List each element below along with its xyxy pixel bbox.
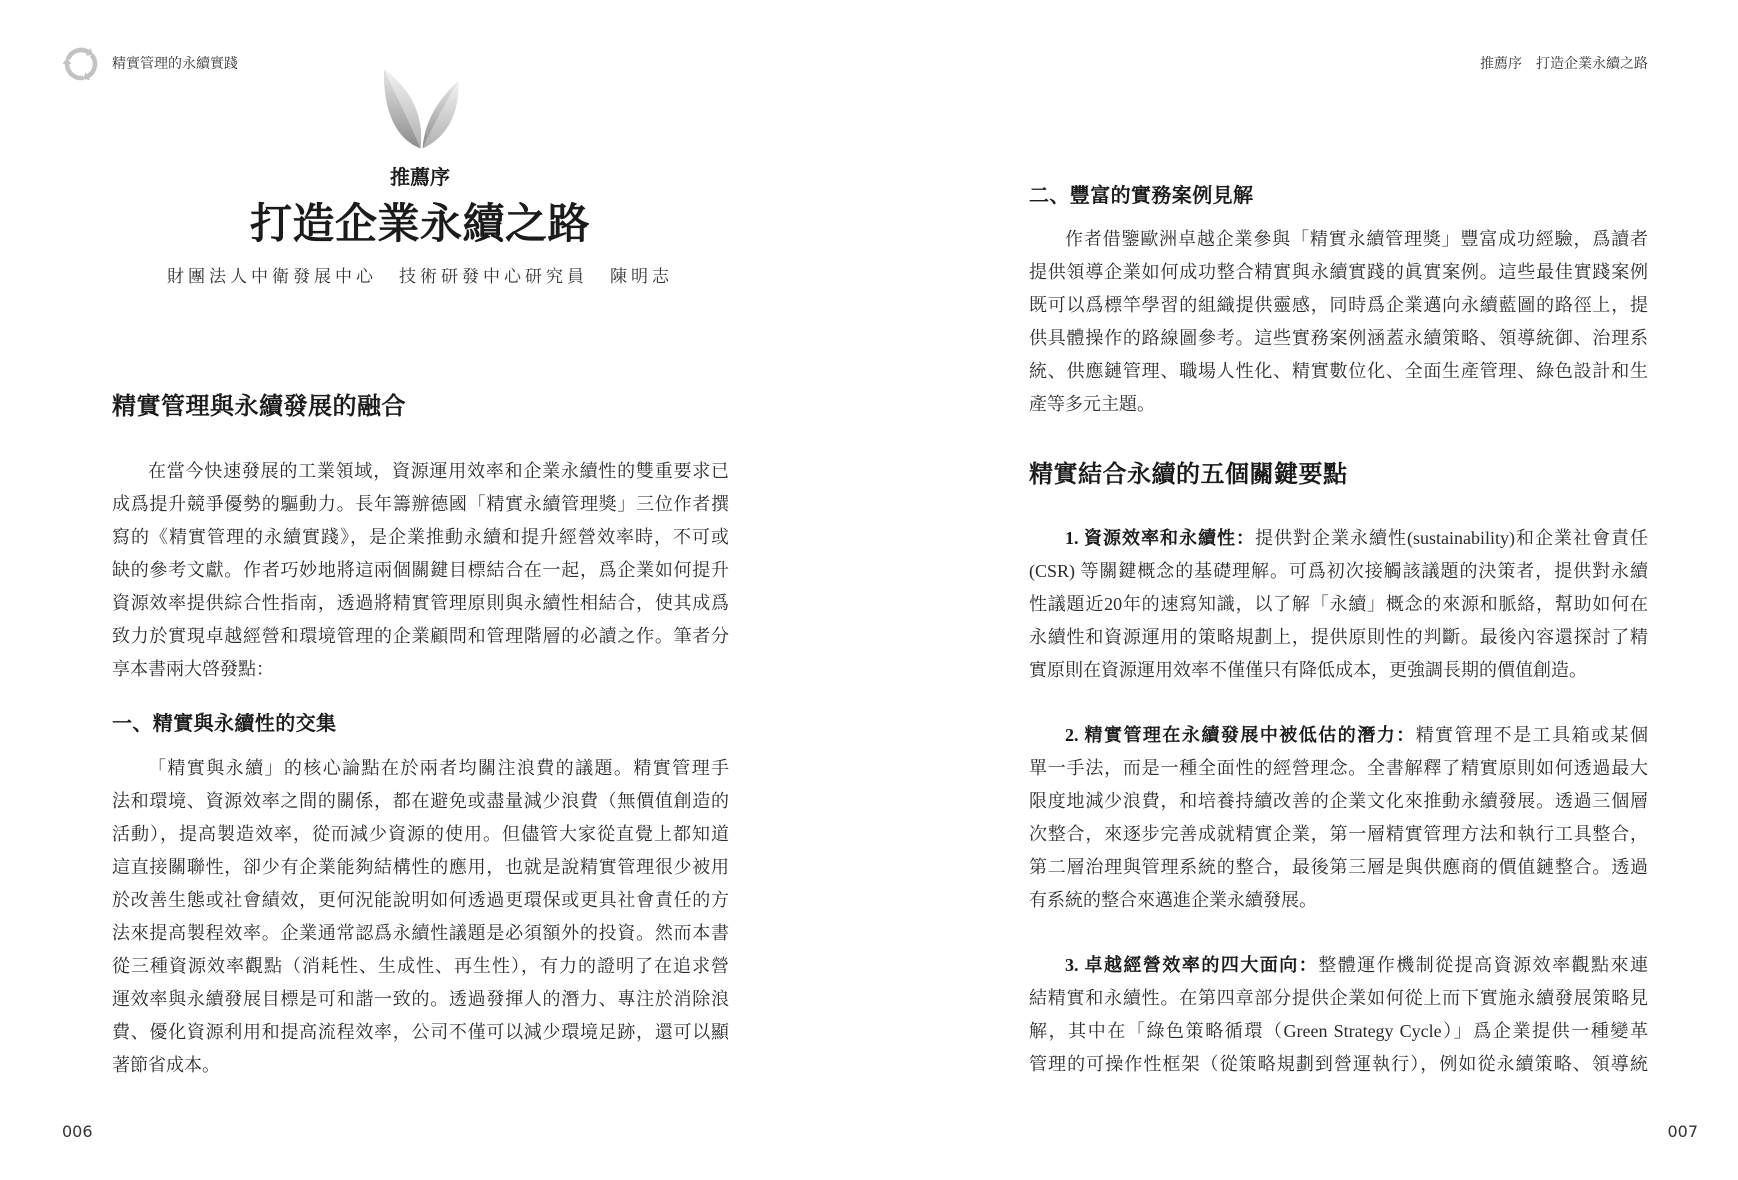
key-point-lead: 2. 精實管理在永續發展中被低估的潛力： — [1065, 725, 1416, 745]
key-point-lead: 3. 卓越經營效率的四大面向： — [1065, 955, 1319, 975]
author-line — [120, 264, 720, 290]
page-number-right: 007 — [1667, 1122, 1698, 1141]
paragraph-line: 管理的可操作性框架（從策略規劃到營運執行），例如從永續策略、領導統 — [1029, 1054, 1648, 1074]
paragraph-line: 有系統的整合來邁進企業永續發展。 — [1029, 890, 1317, 910]
paragraph-line — [1029, 719, 1648, 752]
subsection-1-paragraph — [112, 752, 729, 1082]
paragraph-line: 作者借鑒歐洲卓越企業參與「精實永續管理獎」豐富成功經驗，爲讀者 — [1065, 229, 1648, 249]
preface-label: 推薦序 — [390, 165, 450, 189]
key-point-2 — [1029, 719, 1648, 917]
key-point-text: 精實管理不是工具箱或某個 — [1415, 725, 1648, 745]
paragraph-line: 「精實與永續」的核心論點在於兩者均關注浪費的議題。精實管理手 — [148, 758, 729, 778]
paragraph-line: 提供領導企業如何成功整合精實與永續實踐的眞實案例。這些最佳實踐案例 — [1029, 262, 1648, 282]
paragraph-line: 供具體操作的路線圖參考。這些實務案例涵蓋永續策略、領導統御、治理系 — [1029, 328, 1648, 348]
running-head-title: 打造企業永續之路 — [1536, 56, 1648, 72]
key-point-text: 整體運作機制從提高資源效率觀點來連 — [1318, 955, 1648, 975]
paragraph-line: 在當今快速發展的工業領域，資源運用效率和企業永續性的雙重要求已 — [148, 461, 729, 481]
subsection-2-paragraph — [1029, 223, 1648, 421]
author-name: 陳明志 — [610, 267, 673, 286]
running-head-chapter — [1480, 54, 1648, 74]
paragraph-line — [1029, 949, 1648, 982]
paragraph-line: 第二層治理與管理系統的整合，最後第三層是與供應商的價值鏈整合。透過 — [1029, 857, 1648, 877]
paragraph-line: 單一手法，而是一種全面性的經營理念。全書解釋了精實原則如何透過最大 — [1029, 758, 1648, 778]
paragraph-line: (CSR) 等關鍵概念的基礎理解。可爲初次接觸該議題的決策者，提供對永續 — [1029, 561, 1648, 581]
paragraph-line: 結精實和永續性。在第四章部分提供企業如何從上而下實施永續發展策略見 — [1029, 988, 1648, 1008]
key-point-3 — [1029, 949, 1648, 1081]
key-points-title: 精實結合永續的五個關鍵要點 — [1029, 460, 1348, 488]
paragraph-line: 運效率與永續發展目標是可和諧一致的。透過發揮人的潛力、專注於消除浪 — [112, 989, 729, 1009]
subsection-2-title: 二、豐富的實務案例見解 — [1029, 183, 1254, 207]
preface-title: 打造企業永續之路 — [249, 199, 590, 248]
page-number-left: 006 — [62, 1122, 93, 1141]
paragraph-line: 寫的《精實管理的永續實踐》，是企業推動永續和提升經營效率時，不可或 — [112, 527, 729, 547]
sprout-leaf-icon — [381, 65, 460, 151]
paragraph-line — [1029, 522, 1648, 555]
key-point-lead: 1. 資源效率和永續性： — [1065, 528, 1256, 548]
paragraph-line: 永續性和資源運用的策略規劃上，提供原則性的判斷。最後內容還探討了精 — [1029, 627, 1648, 647]
paragraph-line: 從三種資源效率觀點（消耗性、生成性、再生性），有力的證明了在追求營 — [112, 956, 729, 976]
paragraph-line: 這直接關聯性，卻少有企業能夠結構性的應用，也就是說精實管理很少被用 — [112, 857, 729, 877]
paragraph-line: 費、優化資源利用和提高流程效率，公司不僅可以減少環境足跡，還可以顯 — [112, 1022, 729, 1042]
paragraph-line: 實原則在資源運用效率不僅僅只有降低成本，更強調長期的價值創造。 — [1029, 660, 1587, 680]
paragraph-line: 著節省成本。 — [112, 1055, 220, 1075]
paragraph-line: 致力於實現卓越經營和環境管理的企業顧問和管理階層的必讀之作。筆者分 — [112, 626, 729, 646]
subsection-1-title: 一、精實與永續性的交集 — [112, 711, 337, 735]
intro-paragraph — [112, 455, 729, 686]
paragraph-line: 統、供應鏈管理、職場人性化、精實數位化、全面生產管理、綠色設計和生 — [1029, 361, 1648, 381]
paragraph-line: 解，其中在「綠色策略循環（Green Strategy Cycle）」爲企業提供一種變革 — [1029, 1021, 1648, 1041]
paragraph-line: 法和環境、資源效率之間的關係，都在避免或盡量減少浪費（無價值創造的 — [112, 791, 729, 811]
paragraph-line: 法來提高製程效率。企業通常認爲永續性議題是必須額外的投資。然而本書 — [112, 923, 729, 943]
author-department: 技術研發中心研究員 — [399, 267, 588, 286]
paragraph-line: 性議題近20年的速寫知識，以了解「永續」概念的來源和脈絡，幫助如何在 — [1029, 594, 1648, 614]
key-point-1 — [1029, 522, 1648, 687]
right-page — [869, 0, 1738, 1180]
paragraph-line: 次整合，來逐步完善成就精實企業，第一層精實管理方法和執行工具整合， — [1029, 824, 1648, 844]
paragraph-line: 限度地減少浪費，和培養持續改善的企業文化來推動永續發展。透過三個層 — [1029, 791, 1648, 811]
recycle-icon — [61, 44, 101, 84]
paragraph-line: 缺的參考文獻。作者巧妙地將這兩個關鍵目標結合在一起，爲企業如何提升 — [112, 560, 729, 580]
paragraph-line: 享本書兩大啓發點： — [112, 659, 274, 679]
running-head-book-title: 精實管理的永續實踐 — [112, 56, 238, 72]
key-point-text: 提供對企業永續性(sustainability)和企業社會責任 — [1255, 528, 1648, 548]
paragraph-line: 於改善生態或社會績效，更何況能說明如何透過更環保或更具社會責任的方 — [112, 890, 729, 910]
paragraph-line: 既可以爲標竿學習的組織提供靈感，同時爲企業邁向永續藍圖的路徑上，提 — [1029, 295, 1648, 315]
section-title: 精實管理與永續發展的融合 — [112, 392, 406, 420]
paragraph-line: 資源效率提供綜合性指南，透過將精實管理原則與永續性相結合，使其成爲 — [112, 593, 729, 613]
paragraph-line: 活動），提高製造效率，從而減少資源的使用。但儘管大家從直覺上都知道 — [112, 824, 729, 844]
running-head-label: 推薦序 — [1480, 56, 1522, 72]
paragraph-line: 成爲提升競爭優勢的驅動力。長年籌辦德國「精實永續管理獎」三位作者撰 — [112, 494, 729, 514]
author-organization: 財團法人中衛發展中心 — [167, 267, 377, 286]
paragraph-line: 產等多元主題。 — [1029, 394, 1155, 414]
